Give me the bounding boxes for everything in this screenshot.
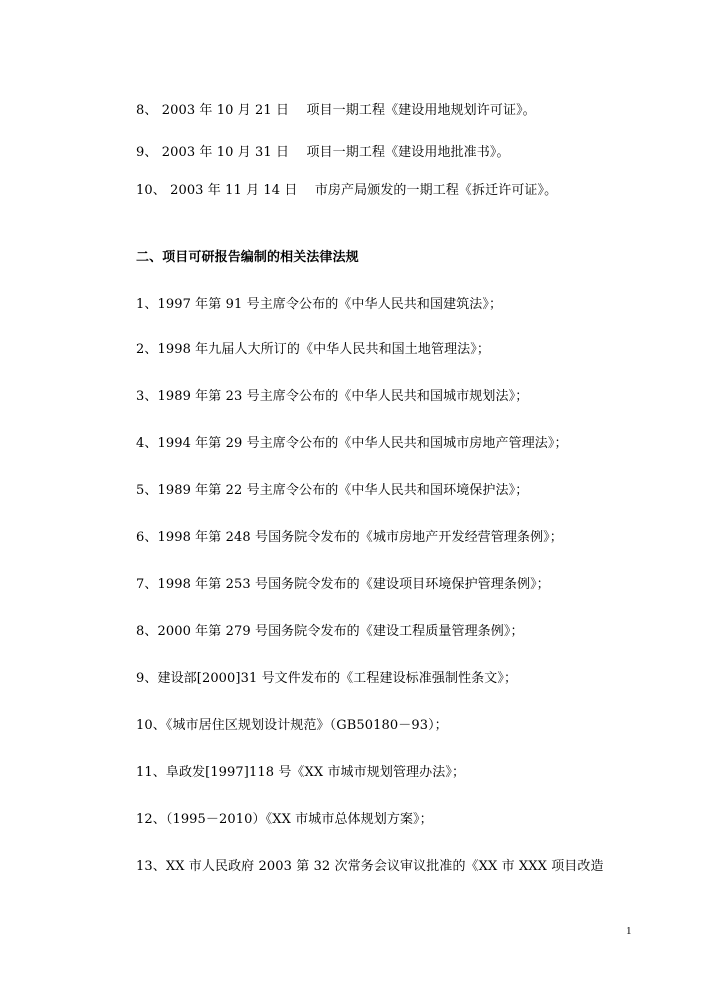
- law-item-11: 11、阜政发[1997]118 号《XX 市城市规划管理办法》；: [136, 765, 466, 780]
- text-line-3: 10、 2003 年 11 月 14 日 市房产局颁发的一期工程《拆迁许可证》。: [136, 183, 558, 198]
- law-item-1: 1、1997 年第 91 号主席令公布的《中华人民共和国建筑法》；: [136, 297, 503, 312]
- law-item-10: 10、《城市居住区规划设计规范》（GB50180－93）；: [136, 718, 448, 733]
- law-item-3: 3、1989 年第 23 号主席令公布的《中华人民共和国城市规划法》；: [136, 389, 529, 404]
- law-item-7: 7、1998 年第 253 号国务院令发布的《建设项目环境保护管理条例》；: [136, 577, 550, 592]
- law-item-5: 5、1989 年第 22 号主席令公布的《中华人民共和国环境保护法》；: [136, 483, 529, 498]
- law-item-4: 4、1994 年第 29 号主席令公布的《中华人民共和国城市房地产管理法》；: [136, 436, 568, 451]
- page-number: 1: [626, 925, 632, 937]
- law-item-13: 13、XX 市人民政府 2003 第 32 次常务会议审议批准的《XX 市 XXX 项目改造: [136, 859, 604, 874]
- law-item-8: 8、2000 年第 279 号国务院令发布的《建设工程质量管理条例》；: [136, 624, 524, 639]
- law-item-2: 2、1998 年九届人大所订的《中华人民共和国土地管理法》；: [136, 342, 490, 357]
- text-line-1: 8、 2003 年 10 月 21 日 项目一期工程《建设用地规划许可证》。: [136, 103, 536, 118]
- law-item-12: 12、（1995－2010）《XX 市城市总体规划方案》；: [136, 812, 433, 827]
- law-item-6: 6、1998 年第 248 号国务院令发布的《城市房地产开发经营管理条例》；: [136, 530, 563, 545]
- text-line-2: 9、 2003 年 10 月 31 日 项目一期工程《建设用地批准书》。: [136, 145, 510, 160]
- law-item-9: 9、建设部[2000]31 号文件发布的《工程建设标准强制性条文》；: [136, 671, 518, 686]
- section-heading: 二、项目可研报告编制的相关法律法规: [136, 250, 359, 265]
